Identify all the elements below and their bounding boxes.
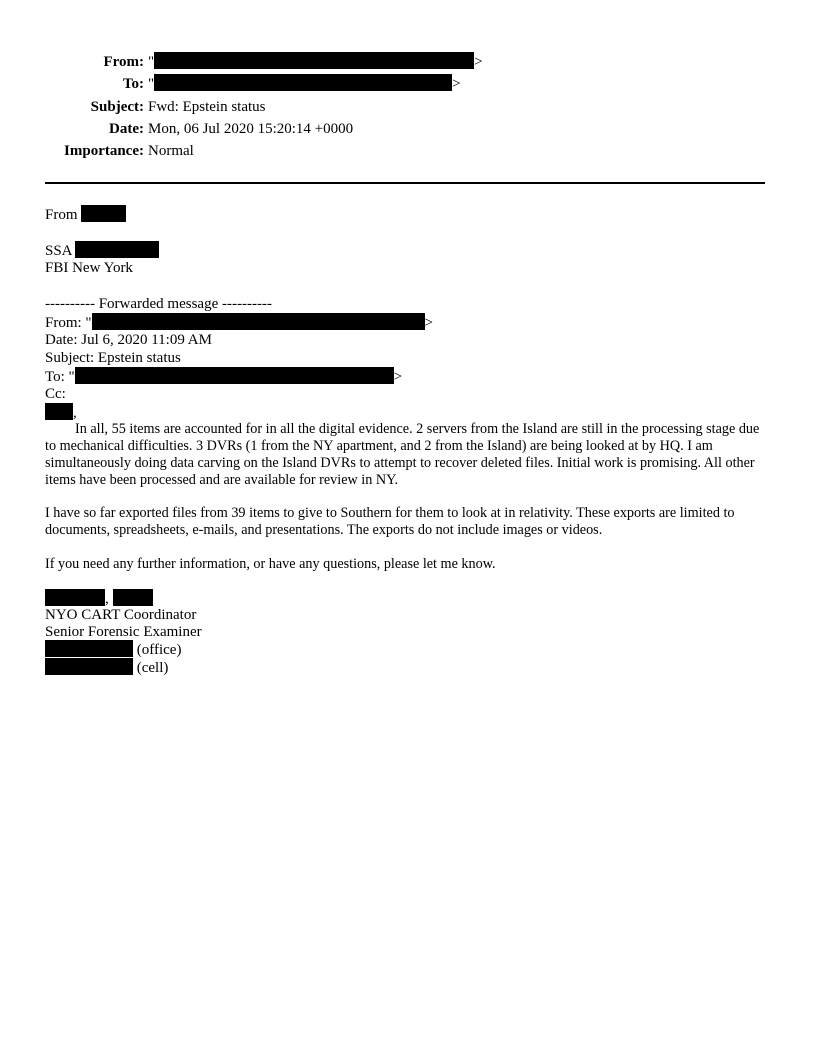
redaction-block [45, 658, 133, 675]
redaction-block [154, 74, 452, 91]
redaction-block [45, 403, 73, 420]
fbi-office-line: FBI New York [45, 260, 133, 276]
office-suffix: (office) [136, 642, 182, 658]
greeting-suffix: , [73, 405, 77, 421]
redaction-block [75, 241, 159, 258]
ssa-line [45, 241, 159, 259]
redaction-block [92, 313, 425, 330]
header-divider [45, 182, 765, 184]
greeting-line [45, 403, 77, 421]
header-from-value [148, 51, 483, 73]
header-from-suffix: > [474, 54, 483, 70]
header-from-label: From: [103, 54, 144, 70]
redaction-block [154, 52, 474, 69]
header-date-label: Date: [109, 121, 144, 137]
cell-suffix: (cell) [136, 660, 169, 676]
header-importance-label: Importance: [64, 143, 144, 159]
header-from-prefix: " [148, 54, 155, 70]
header-to-row [0, 73, 816, 95]
redaction-block [113, 589, 153, 606]
header-subject-label: Subject: [90, 99, 144, 115]
fwd-subject-line: Subject: Epstein status [45, 350, 181, 366]
header-subject-value: Fwd: Epstein status [148, 99, 266, 115]
fwd-cc-line: Cc: [45, 386, 66, 402]
header-importance-row [0, 140, 816, 162]
fwd-from-suffix: > [424, 315, 434, 331]
signature-title-2: Senior Forensic Examiner [45, 624, 202, 640]
header-to-label: To: [122, 76, 144, 92]
redaction-block [75, 367, 394, 384]
paragraph-3: If you need any further information, or have any questions, please let me know. [45, 556, 496, 572]
header-to-suffix: > [452, 76, 461, 92]
redaction-block [45, 640, 133, 657]
header-from-row [0, 51, 816, 73]
fwd-to-line [45, 367, 402, 385]
signature-cell-line [45, 658, 168, 676]
header-to-prefix: " [148, 76, 155, 92]
fwd-from-label: From: " [45, 315, 92, 331]
paragraph-1: In all, 55 items are accounted for in all the digital evidence. 2 servers from the Island are still in the processing stage due to mechanical difficulties. 3 DVRs (1 from the NY apartment, and 2 from the Island) are being looked at by HQ. I am simultaneously doing data carving on the Island DVRs to attempt to recover deleted files. Initial work is promising. All other items have been processed and are available for review in NY. [45, 421, 760, 488]
header-importance-value: Normal [148, 143, 194, 159]
forwarded-marker: ---------- Forwarded message ---------- [45, 296, 272, 312]
fwd-from-line [45, 313, 433, 331]
signature-separator: , [105, 591, 109, 607]
fwd-to-suffix: > [393, 369, 403, 385]
body-from-line [45, 205, 126, 223]
signature-name-line [45, 589, 153, 607]
header-to-value [148, 73, 461, 95]
fwd-to-label: To: " [45, 369, 75, 385]
header-subject-row [0, 96, 816, 118]
body-from-label: From [45, 207, 78, 223]
paragraph-2: I have so far exported files from 39 items to give to Southern for them to look at in relativity. These exports are limited to documents, spreadsheets, e-mails, and presentations. The exports do not include images or videos. [45, 505, 735, 538]
header-date-row [0, 118, 816, 140]
ssa-label: SSA [45, 243, 72, 259]
fwd-date-line: Date: Jul 6, 2020 11:09 AM [45, 332, 212, 348]
header-date-value: Mon, 06 Jul 2020 15:20:14 +0000 [148, 121, 354, 137]
signature-office-line [45, 640, 181, 658]
redaction-block [81, 205, 126, 222]
redaction-block [45, 589, 105, 606]
signature-title-1: NYO CART Coordinator [45, 607, 197, 623]
